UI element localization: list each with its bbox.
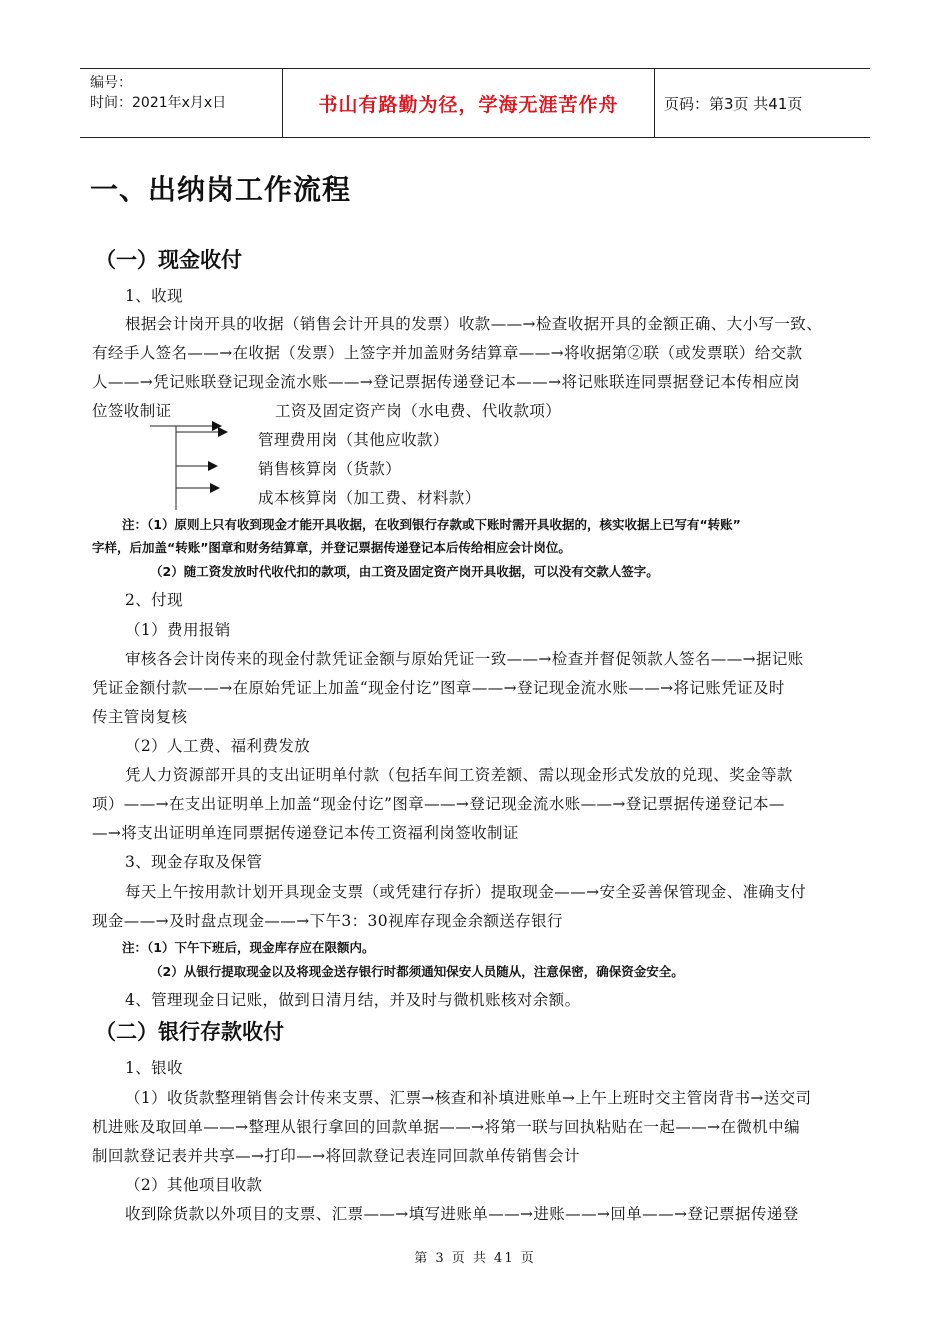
note-line: （2）从银行提取现金以及将现金送存银行时都须通知保安人员随从，注意保密，确保资金安全。 xyxy=(150,964,684,979)
subheading-bank-receive: 1、银收 xyxy=(125,1059,183,1077)
paragraph-line: —→将支出证明单连同票据传递登记本传工资福利岗签收制证 xyxy=(92,824,519,842)
subheading-wages: （2）人工费、福利费发放 xyxy=(125,737,311,755)
paragraph-line: 根据会计岗开具的收据（销售会计开具的发票）收款——→检查收据开具的金额正确、大小写一致、 xyxy=(125,315,823,333)
arrow-head xyxy=(218,427,228,437)
paragraph-line: 4、管理现金日记账，做到日清月结，并及时与微机账核对余额。 xyxy=(125,991,581,1009)
note-line: （2）随工资发放时代收代扣的款项，由工资及固定资产岗开具收据，可以没有交款人签字。 xyxy=(150,564,659,579)
paragraph-line: 人——→凭记账联登记现金流水账——→登记票据传递登记本——→将记账联连同票据登记本传相应岗 xyxy=(92,373,800,391)
paragraph-line: 有经手人签名——→在收据（发票）上签字并加盖财务结算章——→将收据第②联（或发票联）给交款 xyxy=(92,344,803,362)
paragraph-line: 凭人力资源部开具的支出证明单付款（包括车间工资差额、需以现金形式发放的兑现、奖金等款 xyxy=(125,766,793,784)
arrow-head xyxy=(210,483,220,493)
header-motto: 书山有路勤为径，学海无涯苦作舟 xyxy=(318,94,619,116)
paragraph-line: 制回款登记表并共享—→打印—→将回款登记表连同回款单传销售会计 xyxy=(92,1147,580,1165)
arrow-head xyxy=(208,461,218,471)
header-number: 编号： xyxy=(90,75,132,91)
branch-diagram xyxy=(150,418,240,518)
document-title: 一、出纳岗工作流程 xyxy=(90,173,352,206)
note-line: 字样，后加盖“转账”图章和财务结算章，并登记票据传递登记本后传给相应会计岗位。 xyxy=(92,540,571,555)
tree-item: 管理费用岗（其他应收款） xyxy=(258,431,449,449)
paragraph-line: 凭证金额付款——→在原始凭证上加盖“现金付讫”图章——→登记现金流水账——→将记账凭证及时 xyxy=(92,679,785,697)
paragraph-line: 机进账及取回单——→整理从银行拿回的回款单据——→将第一联与回执粘贴在一起——→在微机中编 xyxy=(92,1118,800,1136)
page-footer: 第 3 页 共 41 页 xyxy=(414,1251,536,1266)
subheading-pay-cash: 2、付现 xyxy=(125,591,183,609)
header-time: 时间：2021年x月x日 xyxy=(90,95,227,111)
note-line: 注：（1）原则上只有收到现金才能开具收据，在收到银行存款或下账时需开具收据的，核实收据上已写有“转账” xyxy=(122,517,741,532)
subheading-receive-cash: 1、收现 xyxy=(125,287,183,305)
header-meta xyxy=(90,73,226,113)
subheading-cash-storage: 3、现金存取及保管 xyxy=(125,853,263,871)
paragraph-line: 位签收制证 xyxy=(92,402,172,420)
page-header xyxy=(80,68,870,138)
paragraph-line: 收到除货款以外项目的支票、汇票——→填写进账单——→进账——→回单——→登记票据传递登 xyxy=(125,1205,799,1223)
section-heading-cash: （一）现金收付 xyxy=(95,248,242,272)
paragraph-line: （1）收货款整理销售会计传来支票、汇票→核查和补填进账单→上午上班时交主管岗背书→送交司 xyxy=(125,1089,812,1107)
tree-item: 成本核算岗（加工费、材料款） xyxy=(258,489,481,507)
subheading-other-receipts: （2）其他项目收款 xyxy=(125,1176,263,1194)
tree-item: 工资及固定资产岗（水电费、代收款项） xyxy=(275,402,562,420)
subheading-expense: （1）费用报销 xyxy=(125,621,231,639)
note-line: 注：（1）下午下班后，现金库存应在限额内。 xyxy=(122,940,375,955)
paragraph-line: 审核各会计岗传来的现金付款凭证金额与原始凭证一致——→检查并督促领款人签名——→据记账 xyxy=(125,650,804,668)
header-page-number: 页码：第3页 共41页 xyxy=(664,95,803,113)
paragraph-line: 每天上午按用款计划开具现金支票（或凭建行存折）提取现金——→安全妥善保管现金、准确支付 xyxy=(125,883,807,901)
paragraph-line: 项）——→在支出证明单上加盖“现金付讫”图章——→登记现金流水账——→登记票据传递登记本— xyxy=(92,795,785,813)
paragraph-line: 现金——→及时盘点现金——→下午3：30视库存现金余额送存银行 xyxy=(92,912,563,930)
paragraph-line: 传主管岗复核 xyxy=(92,708,188,726)
tree-item: 销售核算岗（货款） xyxy=(258,460,402,478)
section-heading-bank: （二）银行存款收付 xyxy=(95,1020,284,1044)
